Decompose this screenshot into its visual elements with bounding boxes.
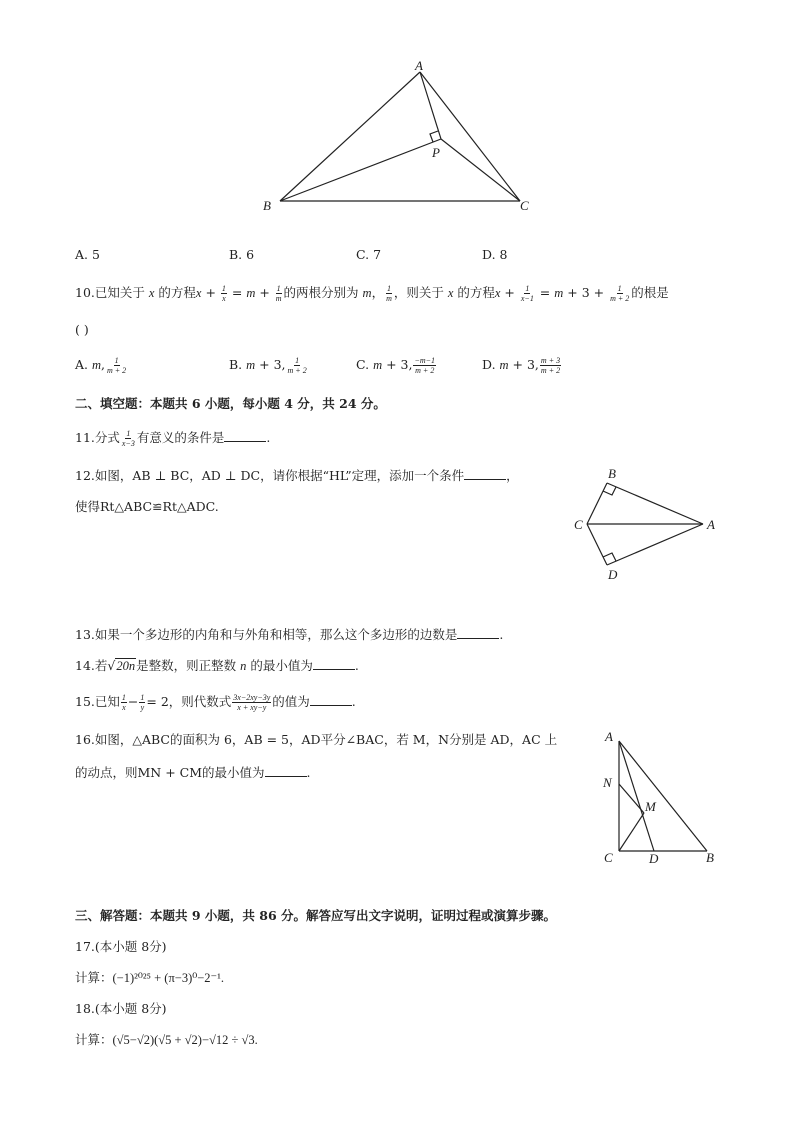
label-a: A: [707, 517, 715, 532]
answer-blank[interactable]: [310, 695, 352, 706]
q15: 15.已知 $\frac{1}{x}$ − $\frac{1}{y}$ = 2，则代数式 $\frac{3x-2xy-3y}{x + xy-y}$ 的值为 .: [75, 693, 356, 712]
q17-heading: 17.(本小题 8分): [75, 939, 167, 954]
q12-line1: 12.如图，AB ⊥ BC，AD ⊥ DC，请你根据“HL”定理，添加一个条件 ，: [75, 468, 519, 483]
segment-pc: [441, 139, 520, 201]
section-3-heading: 三、解答题：本题共 9 小题，共 86 分。解答应写出文字说明，证明过程或演算步骤。: [75, 908, 557, 923]
label-d: D: [608, 567, 618, 582]
label-b: B: [706, 850, 714, 865]
answer-blank[interactable]: [464, 469, 506, 480]
label-b: B: [263, 198, 271, 213]
segment-ad: [619, 741, 654, 851]
label-a: A: [415, 58, 423, 73]
figure-triangle-p: [255, 55, 545, 220]
q10-paren: ( ): [75, 322, 89, 337]
segment-da: [607, 524, 703, 565]
label-a: A: [605, 729, 613, 744]
segment-cm: [619, 813, 644, 851]
q18-expression: 计算：(√5−√2)(√5 + √2)−√12 ÷ √3.: [75, 1032, 258, 1047]
label-n: N: [603, 775, 612, 790]
q11: 11.分式 $\frac{1}{x-3}$ 有意义的条件是 .: [75, 429, 271, 448]
q9-option-a: A. 5: [75, 247, 100, 262]
q18-heading: 18.(本小题 8分): [75, 1001, 167, 1016]
segment-nm: [619, 784, 644, 813]
answer-blank[interactable]: [313, 659, 355, 670]
q10-option-a: A. m, $\frac{1}{m + 2}$: [75, 356, 127, 375]
segment-ab: [619, 741, 707, 851]
segment-ac: [420, 72, 520, 201]
q10-stem: 10.已知关于 x 的方程x + $\frac{1}{x}$ = m + $\frac{1}{m}$ 的两根分别为 m， $\frac{1}{m}$ ，则关于 x 的方程x + $\frac{1}{x-1}$ = m + 3 + $\frac{1}{m + 2}$ 的根是: [75, 284, 669, 303]
segment-cd: [587, 524, 607, 565]
q10-option-d: D. m + 3, $\frac{m + 3}{m + 2}$: [482, 356, 561, 375]
q16-line2: 的动点，则MN + CM的最小值为 .: [75, 765, 311, 780]
answer-blank[interactable]: [265, 766, 307, 777]
label-c: C: [574, 517, 583, 532]
q9-option-c: C. 7: [356, 247, 382, 262]
figure-right-triangle: [595, 725, 725, 870]
label-p: P: [432, 145, 440, 160]
answer-blank[interactable]: [457, 628, 499, 639]
label-m: M: [645, 799, 656, 814]
segment-ba: [607, 483, 703, 524]
segment-ap: [420, 72, 441, 139]
q14: 14.若√20n是整数，则正整数 n 的最小值为 .: [75, 658, 359, 673]
label-b: B: [608, 466, 616, 481]
q10-option-c: C. m + 3, $\frac{-m-1}{m + 2}$: [356, 356, 436, 375]
label-d: D: [649, 851, 659, 866]
q10-option-b: B. m + 3, $\frac{1}{m + 2}$: [229, 356, 307, 375]
label-c: C: [604, 850, 613, 865]
q9-option-d: D. 8: [482, 247, 508, 262]
q16-line1: 16.如图，△ABC的面积为 6，AB = 5，AD平分∠BAC，若 M，N分别是 AD，AC 上: [75, 732, 558, 747]
q17-expression: 计算：(−1)²⁰²⁵ + (π−3)⁰−2⁻¹.: [75, 970, 225, 985]
label-c: C: [520, 198, 529, 213]
q12-line2: 使得Rt△ABC≌Rt△ADC.: [75, 499, 219, 514]
answer-blank[interactable]: [224, 431, 266, 442]
q13: 13.如果一个多边形的内角和与外角和相等，那么这个多边形的边数是 .: [75, 627, 504, 642]
segment-bp: [280, 139, 441, 201]
section-2-heading: 二、填空题：本题共 6 小题，每小题 4 分，共 24 分。: [75, 396, 386, 411]
segment-bc: [587, 483, 607, 524]
segment-ab: [280, 72, 420, 201]
figure-kite: [570, 462, 725, 587]
q9-option-b: B. 6: [229, 247, 255, 262]
